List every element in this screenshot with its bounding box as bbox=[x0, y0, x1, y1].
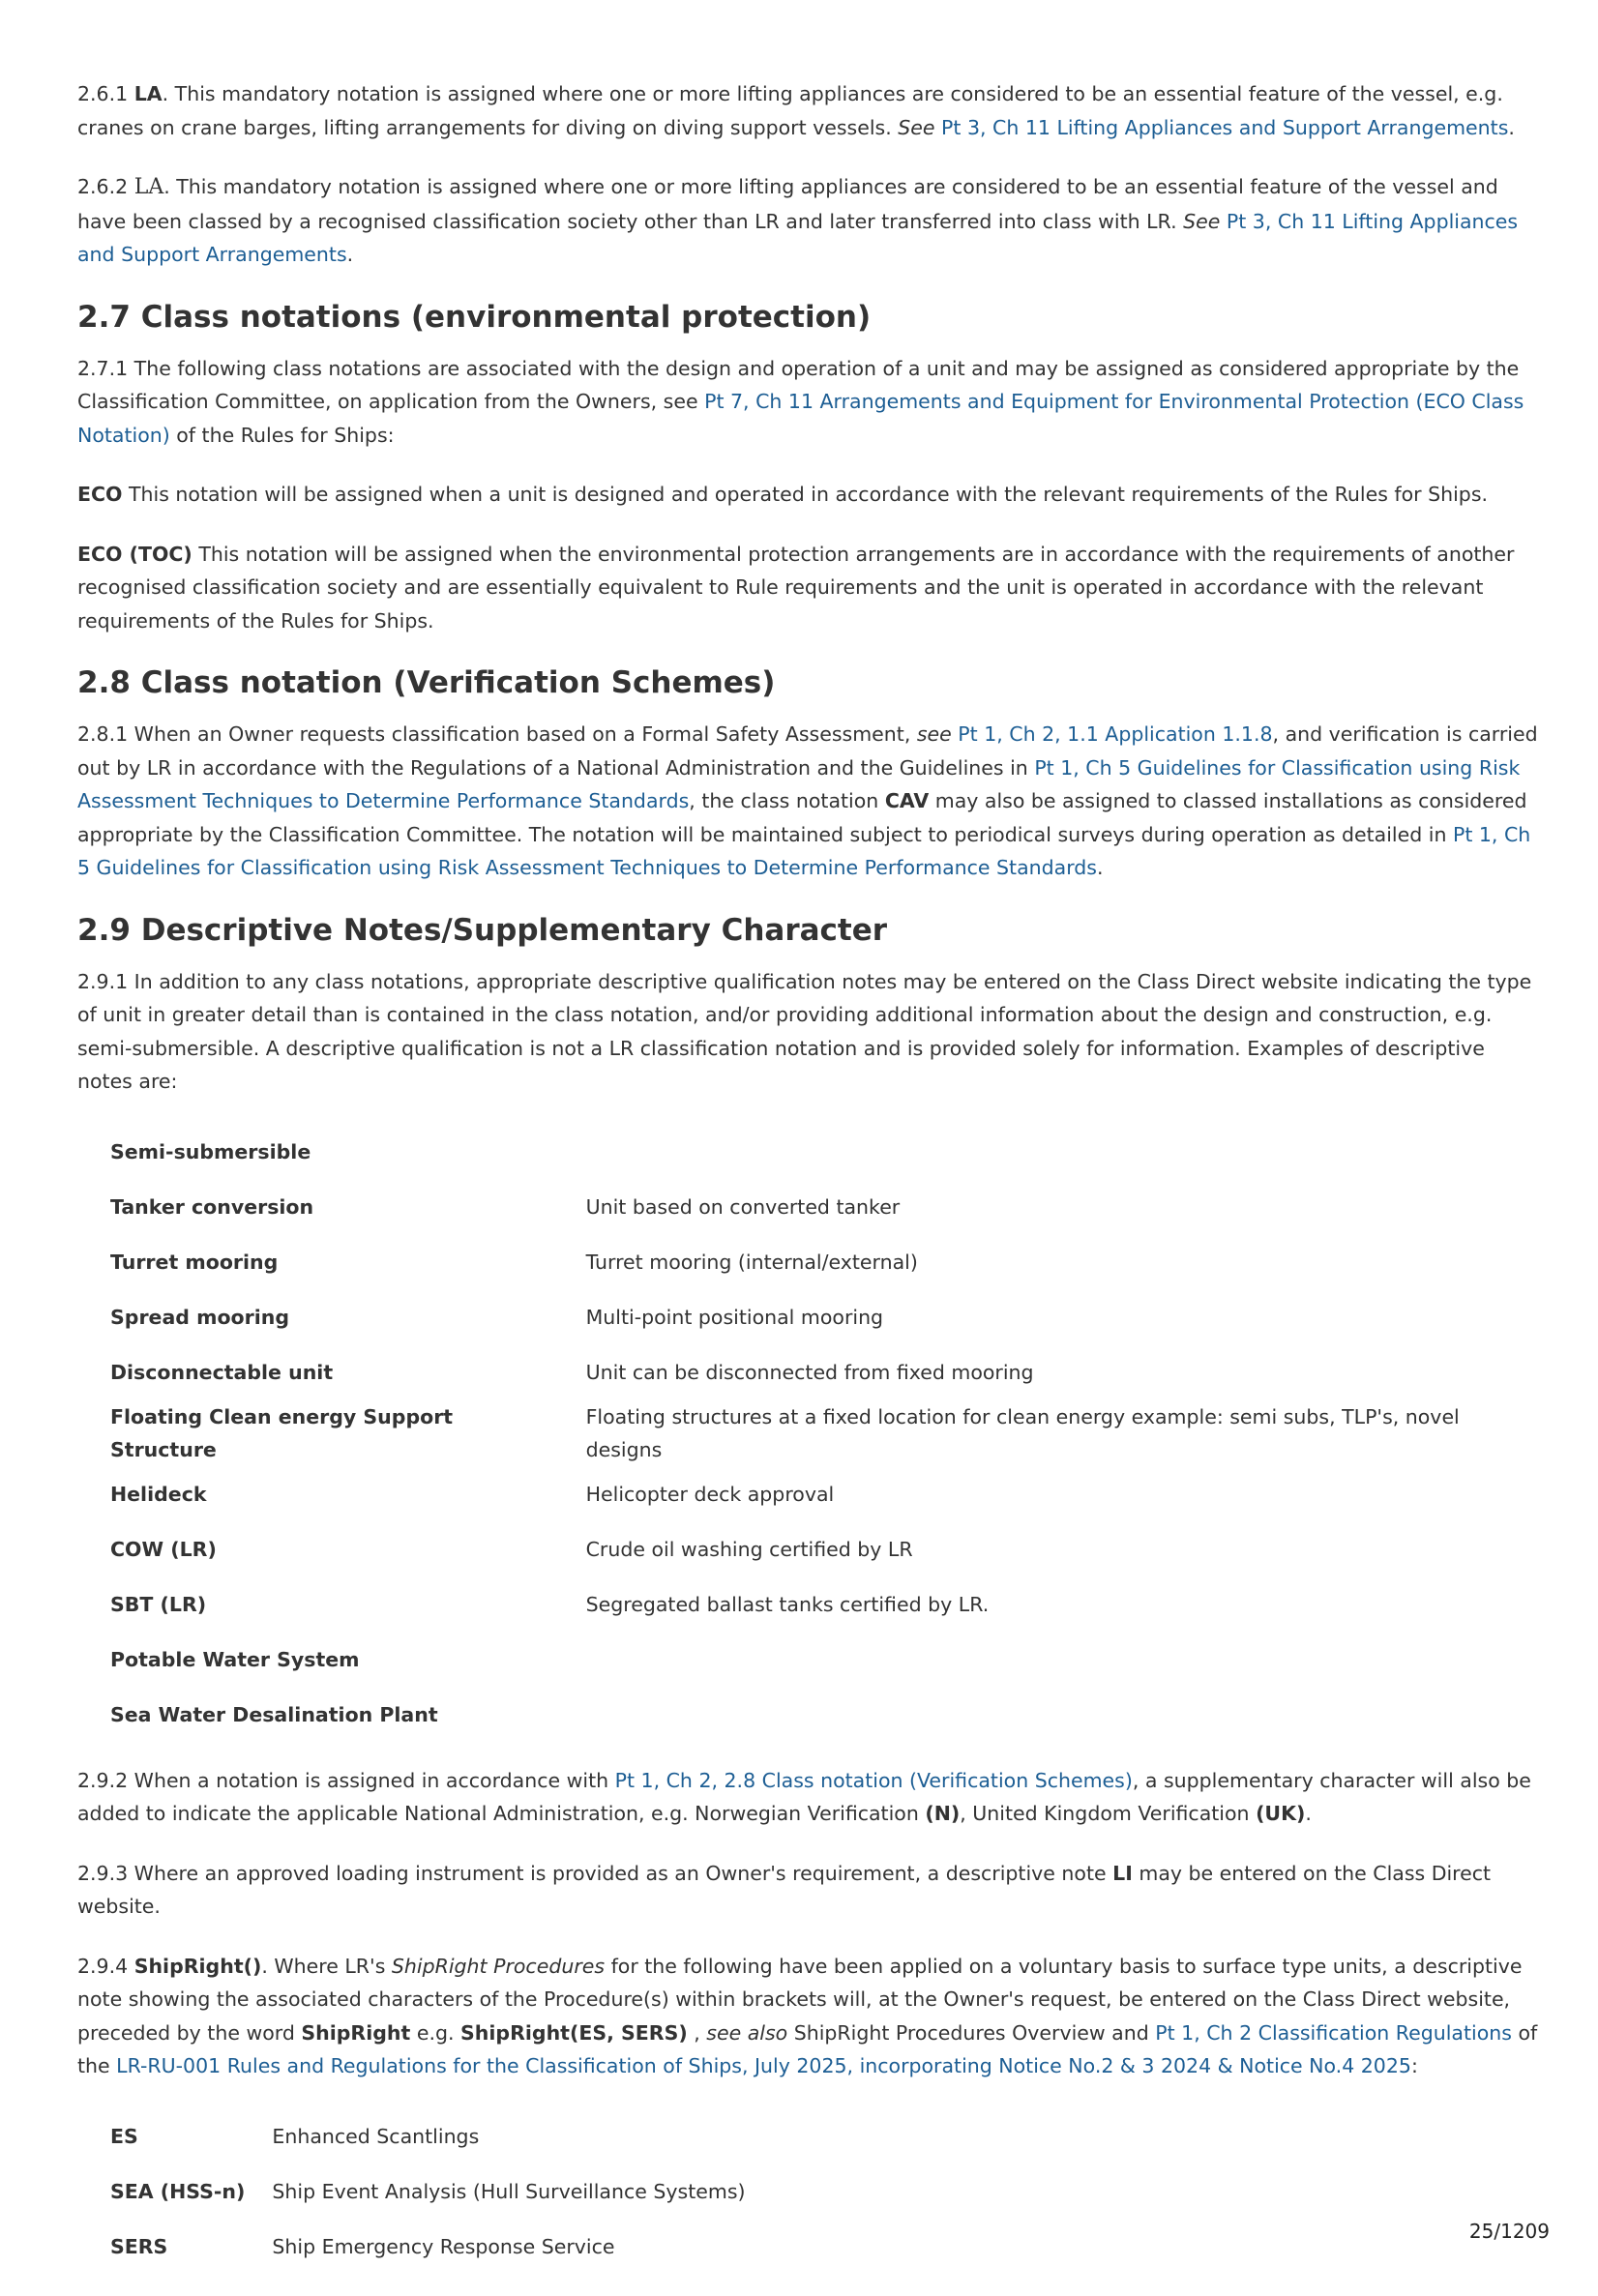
link-pt1-ch2-2-8[interactable]: Pt 1, Ch 2, 2.8 Class notation (Verification Schemes) bbox=[614, 1768, 1133, 1792]
table-row: Spread mooring Multi-point positional mooring bbox=[110, 1305, 884, 1329]
table-row: Turret mooring Turret mooring (internal/external) bbox=[110, 1250, 918, 1274]
table-row: Potable Water System bbox=[110, 1647, 360, 1671]
notation-la: LA bbox=[133, 82, 163, 105]
link-pt7-ch11[interactable]: Pt 7, Ch 11 Arrangements and Equipment for Environmental Protection (ECO Class Notation) bbox=[77, 390, 1524, 447]
table-row: Helideck Helicopter deck approval bbox=[110, 1482, 835, 1506]
heading-2-8: 2.8 Class notation (Verification Schemes) bbox=[77, 665, 776, 700]
table-row: Tanker conversion Unit based on converted tanker bbox=[110, 1194, 901, 1219]
para-2-9-3: 2.9.3 Where an approved loading instrument is provided as an Owner's requirement, a descriptive note LI may be entered on the Class Direct website. bbox=[77, 1861, 1492, 1918]
notation-la-transfer-symbol: LA bbox=[133, 175, 164, 199]
para-eco-toc: ECO (TOC) This notation will be assigned when the environmental protection arrangements are in accordance with the requirements of another recognised classification society and are essentially equivalent to Rule requirements and the unit is operated in accordance with the relevant requirements of the Rules for Ships. bbox=[77, 542, 1515, 633]
link-lr-ru-001[interactable]: LR-RU-001 Rules and Regulations for the Classification of Ships, July 2025, incorporating Notice No.2 & 3 2024 & Notice No.4 2025 bbox=[116, 2054, 1411, 2077]
para-2-8-1: 2.8.1 When an Owner requests classification based on a Formal Safety Assessment, see Pt 1, Ch 2, 1.1 Application 1.1.8, and verification is carried out by LR in accordance with the Regulations of a National Administration and the Guidelines in Pt 1, Ch 5 Guidelines for Classification using Risk Assessment Techniques to Determine Performance Standards, the class notation CAV may also be assigned to classed installations as considered appropriate by the Classification Committee. The notation will be maintained subject to periodical surveys during operation as detailed in Pt 1, Ch 5 Guidelines for Classification using Risk Assessment Techniques to Determine Performance Standards. bbox=[77, 722, 1538, 879]
link-pt1-ch5[interactable]: Pt 1, Ch 5 Guidelines for Classification using Risk Assessment Techniques to Determine Performance Standards bbox=[77, 755, 1521, 812]
para-2-9-2: 2.9.2 When a notation is assigned in accordance with Pt 1, Ch 2, 2.8 Class notation (Verification Schemes), a supplementary character will also be added to indicate the applicable National Administration, e.g. Norwegian Verification (N), United Kingdom Verification (UK). bbox=[77, 1768, 1531, 1825]
para-2-6-2: 2.6.2 LA. This mandatory notation is assigned where one or more lifting appliances are considered to be an essential feature of the vessel and have been classed by a recognised classification society other than LR and later transferred into class with LR. See Pt 3, Ch 11 Lifting Appliances and Support Arrangements. bbox=[77, 175, 1519, 266]
para-2-9-1: 2.9.1 In addition to any class notations, appropriate descriptive qualification notes may be entered on the Class Direct website indicating the type of unit in greater detail than is contained in the class notation, and/or providing additional information about the design and construction, e.g. semi-submersible. A descriptive qualification is not a LR classification notation and is provided solely for information. Examples of descriptive notes are: bbox=[77, 969, 1532, 1093]
para-eco: ECO This notation will be assigned when a unit is designed and operated in accordance with the relevant requirements of the Rules for Ships. bbox=[77, 483, 1489, 506]
shipright-table bbox=[110, 2109, 746, 2275]
descriptive-notes-table bbox=[110, 1125, 1538, 1743]
document-page bbox=[77, 77, 1538, 2296]
table-row: SBT (LR) Segregated ballast tanks certified by LR. bbox=[110, 1592, 990, 1616]
table-row: Semi-submersible bbox=[110, 1139, 311, 1163]
link-pt1-ch5-2[interactable]: Pt 1, Ch 5 Guidelines for Classification using Risk Assessment Techniques to Determine Performance Standards bbox=[77, 822, 1531, 879]
para-2-6-1: 2.6.1 LA. This mandatory notation is assigned where one or more lifting appliances are considered to be an essential feature of the vessel, e.g. cranes on crane barges, lifting arrangements for diving on diving support vessels. See Pt 3, Ch 11 Lifting Appliances and Support Arrangements. bbox=[77, 82, 1515, 139]
page-number: 25/1209 bbox=[1468, 2220, 1550, 2243]
table-row: Floating Clean energy Support Structure Floating structures at a fixed location for clean energy example: semi subs, TLP's, novel designs bbox=[110, 1404, 1460, 1461]
link-pt3-ch11[interactable]: Pt 3, Ch 11 Lifting Appliances and Support Arrangements bbox=[941, 115, 1509, 139]
link-pt3-ch11-2[interactable]: Pt 3, Ch 11 Lifting Appliances and Support Arrangements bbox=[77, 209, 1519, 266]
link-pt1-ch2-1-1[interactable]: Pt 1, Ch 2, 1.1 Application 1.1.8 bbox=[958, 722, 1273, 746]
table-row: COW (LR) Crude oil washing certified by LR bbox=[110, 1537, 913, 1561]
table-row: ES Enhanced Scantlings bbox=[110, 2124, 480, 2148]
heading-2-9: 2.9 Descriptive Notes/Supplementary Character bbox=[77, 912, 888, 948]
table-row: SERS Ship Emergency Response Service bbox=[110, 2234, 615, 2258]
para-2-9-4: 2.9.4 ShipRight(). Where LR's ShipRight Procedures for the following have been applied on a voluntary basis to surface type units, a descriptive note showing the associated characters of the Procedure(s) within brackets will, at the Owner's request, be entered on the Class Direct website, preceded by the word ShipRight e.g. ShipRight(ES, SERS) , see also ShipRight Procedures Overview and Pt 1, Ch 2 Classification Regulations of the LR-RU-001 Rules and Regulations for the Classification of Ships, July 2025, incorporating Notice No.2 & 3 2024 & Notice No.4 2025: bbox=[77, 1954, 1538, 2077]
table-row: Sea Water Desalination Plant bbox=[110, 1702, 438, 1726]
heading-2-7: 2.7 Class notations (environmental protection) bbox=[77, 299, 872, 335]
para-2-7-1: 2.7.1 The following class notations are associated with the design and operation of a unit and may be assigned as considered appropriate by the Classification Committee, on application from the Owners, see Pt 7, Ch 11 Arrangements and Equipment for Environmental Protection (ECO Class Notation) of the Rules for Ships: bbox=[77, 356, 1524, 447]
link-pt1-ch2[interactable]: Pt 1, Ch 2 Classification Regulations bbox=[1155, 2020, 1512, 2045]
table-row: SEA (HSS-n) Ship Event Analysis (Hull Surveillance Systems) bbox=[110, 2179, 746, 2203]
table-row: Disconnectable unit Unit can be disconnected from fixed mooring bbox=[110, 1360, 1034, 1384]
